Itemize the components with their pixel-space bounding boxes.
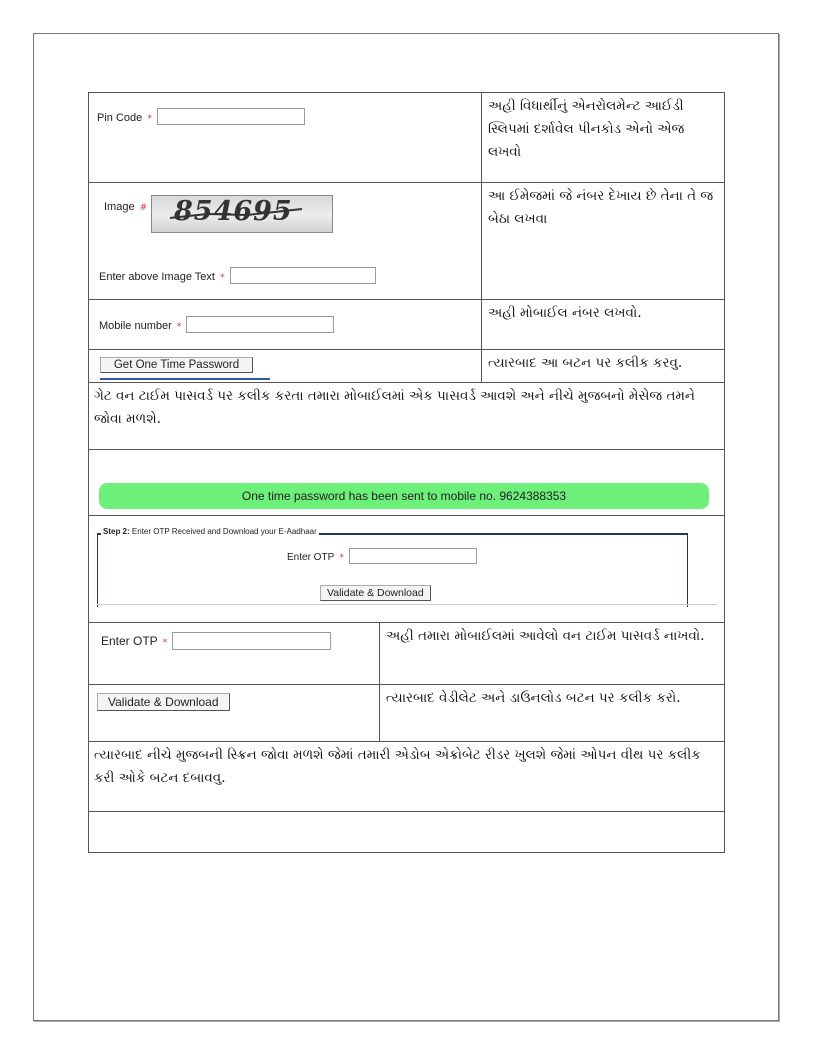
empty-row — [89, 812, 724, 852]
step2-otp-label: Enter OTP — [287, 552, 335, 563]
enter-image-label: Enter above Image Text — [99, 271, 215, 283]
final-paragraph-row — [89, 742, 724, 812]
validate-description: ત્યારબાદ વેડીલેટ અને ડાઉનલોડ બટન પર કલીક કરો. — [379, 685, 724, 741]
required-mark: * — [162, 638, 168, 648]
required-mark: * — [339, 553, 344, 563]
instruction-table — [88, 92, 725, 853]
image-text-input[interactable] — [230, 267, 376, 284]
enter-otp-input[interactable] — [172, 632, 331, 650]
mobile-label: Mobile number — [99, 320, 172, 332]
step2-otp-input[interactable] — [349, 548, 477, 564]
step2-validate-button[interactable]: Validate & Download — [320, 585, 431, 601]
step2-fieldset — [97, 527, 688, 607]
otp-paragraph: ગેટ વન ટાઈમ પાસવર્ડ પર કલીક કરતા તમારા મોબાઈલમાં એક પાસવર્ડ આવશે અને નીચે મુજબનો મેસેજ તમને જોવા મળશે. — [94, 388, 695, 427]
mobile-description: અહી મોબાઈલ નંબર લખવો. — [481, 300, 724, 349]
focus-underline — [100, 378, 270, 380]
pin-code-label: Pin Code — [97, 112, 143, 124]
captcha-row — [89, 183, 724, 300]
mobile-cell — [89, 300, 481, 349]
otp-paragraph-row — [89, 383, 724, 450]
captcha-description: આ ઈમેજમાં જે નંબર દેખાય છે તેના તે જ બેઠા લખવા — [481, 183, 724, 299]
step2-row — [89, 516, 724, 623]
mobile-row — [89, 300, 724, 350]
enter-otp-description: અહી તમારા મોબાઈલમાં આવેલો વન ટાઈમ પાસવર્ડ નાખવો. — [379, 623, 724, 684]
step2-base-line — [97, 604, 717, 605]
get-otp-button[interactable]: Get One Time Password — [100, 357, 253, 373]
enter-otp-cell — [89, 623, 379, 684]
final-paragraph: ત્યારબાદ નીચે મુજબની સ્ક્રિન જોવા મળશે જેમાં તમારી એડોબ એક્રોબેટ રીડર ખુલશે જેમાં ઓપન વીથ પર કલીક કરી ઓકે બટન દબાવવુ. — [94, 747, 701, 786]
image-mark: # — [139, 203, 148, 213]
pin-code-row — [89, 93, 724, 183]
otp-button-cell — [89, 350, 481, 382]
pin-code-description: અહી વિધાર્થીનું એનરોલમેન્ટ આઈડી સ્લિપમાં દર્શાવેલ પીનકોડ એનો એજ લખવો — [481, 93, 724, 182]
captcha-text: 854695 — [174, 196, 293, 227]
pin-code-input[interactable] — [157, 108, 305, 125]
step2-legend — [101, 527, 319, 536]
otp-button-row — [89, 350, 724, 383]
captcha-cell — [89, 183, 481, 299]
validate-row — [89, 685, 724, 742]
enter-otp-label: Enter OTP — [101, 634, 158, 648]
required-mark: * — [176, 322, 182, 332]
validate-cell — [89, 685, 379, 741]
otp-message-row — [89, 450, 724, 516]
image-label: Image — [104, 201, 135, 213]
mobile-input[interactable] — [186, 316, 334, 333]
pin-code-cell — [89, 93, 481, 182]
enter-otp-row — [89, 623, 724, 685]
step2-legend-step: Step 2: — [103, 527, 130, 536]
step2-legend-text: Enter OTP Received and Download your E-Aadhaar — [131, 527, 317, 536]
otp-button-description: ત્યારબાદ આ બટન પર કલીક કરવુ. — [481, 350, 724, 382]
captcha-image — [151, 195, 333, 233]
otp-sent-banner: One time password has been sent to mobile no. 9624388353 — [99, 483, 709, 509]
required-mark: * — [147, 114, 152, 124]
required-mark: * — [220, 273, 225, 283]
validate-download-button[interactable]: Validate & Download — [97, 693, 230, 711]
captcha-strike-icon — [152, 196, 332, 232]
